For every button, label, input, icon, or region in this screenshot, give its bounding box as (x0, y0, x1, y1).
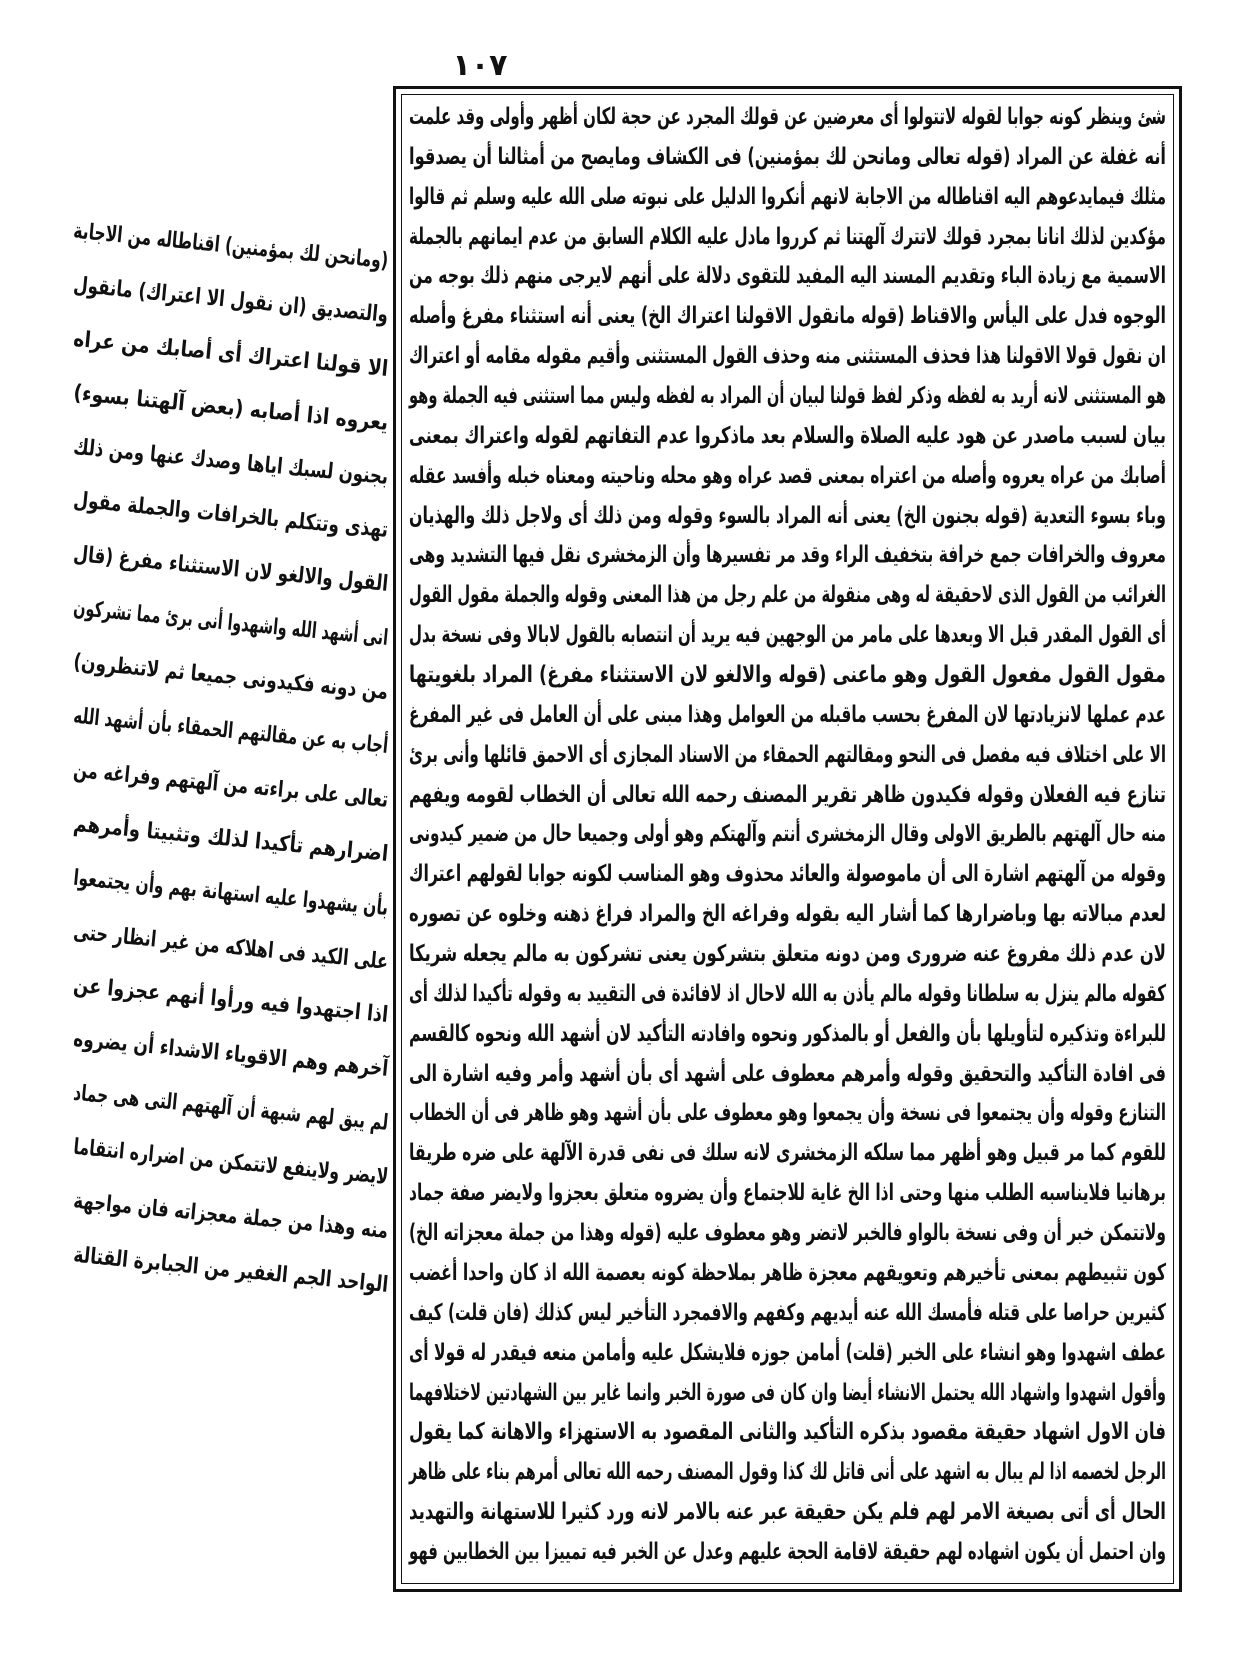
main-text-line: لعدم مبالاته بها وباضرارها كما أشار اليه بقوله وفراغه الخ والمراد فراغ ذهنه وخلوه عن تصوره (408, 901, 1166, 928)
margin-gloss-line: (ومانحن لك بمؤمنين) اقناطاله من الاجابة (72, 218, 390, 274)
main-text-line: معروف والخرافات جمع خرافة بتخفيف الراء وقد مر تفسيرها وأن الزمخشرى نقل فيها التشديد وهى (409, 542, 1166, 569)
main-text-line: الغرائب من القول الذى لاحقيقة له وهى منقولة من علم رجل من هذا المعنى وقوله والجملة مقول القول (409, 582, 1166, 609)
margin-gloss-line: من دونه فكيدونى جميعا ثم لاتنظرون) (72, 649, 390, 706)
main-text-line: كثيرين حراصا على قتله فأمسك الله عنه أيديهم وكفهم والافمجرد التأخير ليس كذلك (فان قلت) كيف (409, 1299, 1167, 1326)
main-text-line: أصابك من عراه يعروه وأصله من اعتراه بمعنى قصد عراه وهو محله وناحيته ومعناه خبله وأفسد عقله (409, 462, 1166, 489)
main-text-line: للبراءة وتذكيره لتأويلها بأن والفعل أو بالمذكور ونحوه وافادته التأكيد لان أشهد الله ونحوه كالقسم (408, 1020, 1166, 1047)
margin-gloss-block (72, 218, 390, 1313)
main-text-line: وان احتمل أن يكون اشهاده لهم حقيقة لاقامة الحجة عليهم وعدل عن الخبر فيه تمييزا بين الخطابين فهو (409, 1538, 1166, 1565)
main-text-line: التنازع وقوله وأن يجتمعوا فى نسخة وأن يجمعوا وهو معطوف على بأن أشهد وهو ظاهر فى أن الخطاب (408, 1100, 1166, 1127)
main-text-line: الا على اختلاف فيه مفصل فى النحو ومقالتهم الحمقاء من الاسناد المجازى أى الاحمق قائلها وأنى برئ (409, 741, 1167, 768)
margin-gloss-line: الا قولنا اعتراك أى أصابك من عراه (72, 326, 390, 382)
main-text-line: الحال أى أتى بصيغة الامر لهم فلم يكن حقيقة عبر عنه بالامر لانه ورد كثيرا للاستهانة والتهديد (409, 1499, 1166, 1526)
margin-gloss-line: منه وهذا من جملة معجزاته فان مواجهة (72, 1188, 390, 1244)
main-text-line: مؤكدين لذلك انانا بمجرد قولك لاتترك آلهتنا ثم كرروا مادل عليه الكلام السابق من عدم ايمانهم بالجملة (409, 223, 1166, 250)
main-text-line: عطف اشهدوا وهو انشاء على الخبر (قلت) أمامن جوزه فلايشكل عليه وأمامن منعه فيقدر له قولا أى (409, 1339, 1166, 1366)
margin-gloss-line: تعالى على براءته من آلهتهم وفراغه من (72, 757, 390, 813)
main-text-line: أنه غفلة عن المراد (قوله تعالى ومانحن لك بمؤمنين) فى الكشاف ومايصح من أمثالنا أن يصدقوا (409, 143, 1166, 170)
main-text-line: وباء بسوء التعدية (قوله بجنون الخ) يعنى أنه المراد بالسوء وقوله ومن ذلك أى ولاجل ذلك والهذيان (408, 502, 1167, 529)
main-text-line: فى افادة التأكيد والتحقيق وقوله وأمرهم معطوف على أشهد أى بأن أشهد وأمر وفيه اشارة الى (409, 1060, 1167, 1087)
margin-gloss-line: أجاب به عن مقالتهم الحمقاء بأن أشهد الله (72, 703, 390, 759)
main-text-line: الوجوه فدل على اليأس والاقناط (قوله مانقول الاقولنا اعتراك الخ) يعنى أنه استثناء مفرغ وأصله (409, 303, 1167, 330)
main-text-line: تنازع فيه الفعلان وقوله فكيدون ظاهر تقرير المصنف رحمه الله تعالى أن الخطاب لقومه ويفهم (408, 781, 1166, 808)
margin-gloss-line: لايضر ولاينفع لاتتمكن من اضراره انتقاما (72, 1134, 390, 1191)
main-text-line: شئ وينظر كونه جوابا لقوله لاتتولوا أى معرضين عن قولك المجرد عن حجة لكان أظهر وأولى وقد علمت (408, 104, 1167, 130)
margin-gloss-line: اضرارهم تأكيدا لذلك وتثبيتا وأمرهم (72, 811, 390, 867)
margin-gloss-line: القول والالغو لان الاستثناء مفرغ (قال (72, 542, 390, 598)
main-text-line: ان نقول قولا الاقولنا هذا فحذف المستثنى منه وحذف القول المستثنى وأقيم مقوله مقامه أو اعتراك (409, 343, 1166, 370)
main-text-line: الرجل لخصمه اذا لم يبال به اشهد على أنى قاتل لك كذا وقول المصنف رحمه الله تعالى أمرهم بناء على ظاهر (409, 1459, 1166, 1486)
main-text-line: ولاتتمكن خبر أن وفى نسخة بالواو فالخبر لاتضر وهو معطوف عليه (قوله وهذا من جملة معجزاته الخ) (408, 1220, 1166, 1247)
main-text-line: فان الاول اشهاد حقيقة مقصود بذكره التأكيد والثانى المقصود به الاستهزاء والاهانة كما يقول (409, 1419, 1166, 1446)
main-text-line: الاسمية مع زيادة الباء وتقديم المسند اليه المفيد للتقوى دلالة على أنهم لايرجى منهم ذلك بوجه من (409, 263, 1166, 290)
main-text-line: وقوله من آلهتهم اشارة الى أن ماموصولة والعائد محذوف وهو المناسب لكونه جوابا لقولهم اعتراك (409, 861, 1166, 888)
margin-gloss-line: والتصديق (ان نقول الا اعتراك) مانقول (72, 272, 390, 328)
margin-gloss-line: بجنون لسبك اياها وصدك عنها ومن ذلك (72, 434, 390, 490)
main-text-line: بيان لسبب ماصدر عن هود عليه الصلاة والسلام بعد ماذكروا عدم التفاتهم لقوله واعتراك بمعنى (409, 422, 1166, 449)
main-text-line: كون تثبيطهم بمعنى تأخيرهم وتعويقهم معجزة ظاهر بملاحظة كونه بعصمة الله اذ كان واحدا أغضب (408, 1259, 1166, 1286)
main-text-line: لان عدم ذلك مفروغ عنه ضرورى ومن دونه متعلق بتشركون يعنى تشركون به مالم يجعله شريكا (408, 941, 1166, 968)
margin-gloss-line: يعروه اذا أصابه (بعض آلهتنا بسوء) (72, 380, 390, 436)
main-text-line: عدم عملها لانزيادتها لان المفرغ بحسب ماقبله من العوامل وهذا مبنى على أن العامل فى غير المفرغ (408, 701, 1166, 728)
main-text-block (409, 98, 1166, 1573)
margin-gloss-line: الواحد الجم الغفير من الجبابرة القتالة (72, 1242, 390, 1298)
main-text-line: مقول القول مفعول القول وهو ماعنى (قوله والالغو لان الاستثناء مفرغ) المراد بلغويتها (409, 662, 1166, 689)
margin-gloss-line: على الكيد فى اهلاكه من غير انظار حتى (72, 919, 390, 975)
margin-gloss-line: اذا اجتهدوا فيه ورأوا أنهم عجزوا عن (72, 973, 390, 1029)
main-text-line: أى القول المقدر قبل الا وبعدها على مامر من الوجهين فيه يريد أن انتصابه بالقول لابالا وفى نسخة بدل (408, 622, 1166, 649)
page-number: ١٠٧ (452, 48, 508, 83)
margin-gloss-line: بأن يشهدوا عليه استهانة بهم وأن يجتمعوا (72, 865, 390, 921)
margin-gloss-line: آخرهم وهم الاقوياء الاشداء أن يضروه (72, 1027, 390, 1083)
main-text-line: برهانيا فلايناسبه الطلب منها وحتى اذا الخ غاية للاجتماع وأن يضروه متعلق بعجزوا ولايضر صفة جماد (409, 1180, 1166, 1207)
margin-gloss-line: لم يبق لهم شبهة أن آلهتهم التى هى جماد (72, 1081, 390, 1137)
main-text-line: وأقول اشهدوا واشهاد الله يحتمل الانشاء أيضا وان كان فى صورة الخبر وانما غاير بين الشهادتين لاختلافهما (409, 1379, 1167, 1406)
main-text-line: منه حال آلهتهم بالطريق الاولى وقال الزمخشرى أنتم وآلهتكم وهو أولى وجميعا حال من ضمير كيدونى (408, 821, 1167, 848)
main-text-line: كقوله مالم ينزل به سلطانا وقوله مالم يأذن به الله لاحال اذ لافائدة فى التقييد به وقوله تأكيدا لذلك أى (408, 980, 1166, 1007)
main-text-line: مثلك فيمايدعوهم اليه اقناطاله من الاجابة لانهم أنكروا الدليل على نبوته صلى الله عليه وسلم ثم قالوا (409, 183, 1166, 210)
main-text-line: للقوم كما مر قبيل وهو أظهر مما سلكه الزمخشرى لانه سلك فى نفى قدرة الآلهة على ضره طريقا (409, 1140, 1166, 1167)
main-text-line: هو المستثنى لانه أريد به لفظه وذكر لفظ قولنا لبيان أن المراد به لفظه وليس مما استثنى فيه الجملة وهو (408, 383, 1166, 410)
margin-gloss-line: انى أشهد الله واشهدوا أنى برئ مما تشركون (72, 596, 390, 652)
margin-gloss-line: تهذى وتتكلم بالخرافات والجملة مقول (72, 488, 390, 544)
